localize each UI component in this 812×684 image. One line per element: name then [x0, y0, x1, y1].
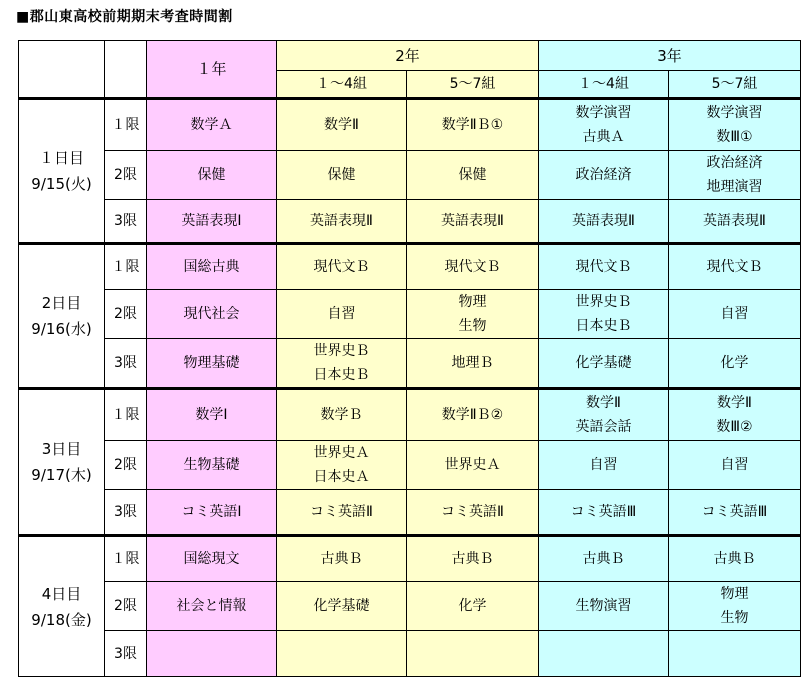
- grade-3-class-5-7-subject-cell: [669, 389, 801, 441]
- subject-name: 世界史Ａ: [313, 445, 370, 461]
- grade-3-class-1-4-subject-cell: [539, 151, 669, 200]
- grade-2-class-5-7-header: 5～7組: [407, 71, 539, 99]
- grade-3-class-1-4-subject-cell: [539, 536, 669, 582]
- grade-2-class-5-7-subject-cell: [407, 536, 539, 582]
- subject-name: 数Ⅲ②: [716, 419, 753, 435]
- grade-2-class-1-4-subject-cell: [277, 244, 407, 290]
- period-label: １限: [105, 536, 147, 582]
- grade-3-header: 3年: [539, 41, 801, 71]
- grade-3-class-5-7-subject-cell: [669, 290, 801, 339]
- period-row: [19, 200, 801, 244]
- grade-2-class-5-7-subject-cell: [407, 441, 539, 490]
- subject-name: 現代文Ｂ: [706, 259, 763, 275]
- subject-name: 古典Ｂ: [451, 551, 494, 567]
- subject-name: 数学Ⅱ: [586, 395, 621, 411]
- period-label: 3限: [105, 490, 147, 536]
- subject-name: 物理: [458, 294, 487, 310]
- day-date: 9/16(水): [31, 320, 92, 338]
- grade-2-class-5-7-subject-cell: [407, 290, 539, 339]
- day-date: 9/17(木): [31, 466, 92, 484]
- period-label: １限: [105, 244, 147, 290]
- subject-name: 自習: [589, 457, 618, 473]
- grade-2-class-1-4-subject-cell: [277, 99, 407, 151]
- grade-1-subject-cell: [147, 490, 277, 536]
- grade-2-class-1-4-subject-cell: [277, 536, 407, 582]
- grade-2-class-1-4-subject-cell: [277, 441, 407, 490]
- grade-3-class-5-7-subject-cell: [669, 490, 801, 536]
- period-row: [19, 490, 801, 536]
- subject-name: 自習: [720, 306, 749, 322]
- subject-name: 保健: [327, 167, 356, 183]
- day-cell: [19, 389, 105, 536]
- subject-name: コミ英語Ⅰ: [181, 504, 242, 520]
- subject-name: 数学Ⅱ: [324, 117, 359, 133]
- subject-name: 化学: [458, 598, 487, 614]
- grade-2-class-1-4-header: １～4組: [277, 71, 407, 99]
- period-label: 2限: [105, 582, 147, 631]
- page-title: ■郡山東高校前期期末考査時間割: [16, 9, 233, 25]
- subject-name: コミ英語Ⅲ: [701, 504, 768, 520]
- grade-2-class-5-7-subject-cell: [407, 151, 539, 200]
- subject-name: 英語会話: [575, 419, 632, 435]
- subject-name: コミ英語Ⅱ: [310, 504, 373, 520]
- grade-2-class-5-7-subject-cell: [407, 244, 539, 290]
- subject-name: 生物: [720, 610, 749, 626]
- grade-2-class-1-4-subject-cell: [277, 339, 407, 389]
- period-label: 2限: [105, 441, 147, 490]
- grade-3-class-1-4-subject-cell: [539, 389, 669, 441]
- period-label: 3限: [105, 631, 147, 677]
- subject-name: 英語表現Ⅱ: [703, 213, 766, 229]
- grade-1-subject-cell: [147, 339, 277, 389]
- grade-1-subject-cell: [147, 536, 277, 582]
- grade-3-class-5-7-subject-cell: [669, 151, 801, 200]
- subject-name: 数学ⅡＢ②: [441, 407, 504, 423]
- subject-name: 数学Ａ: [190, 117, 233, 133]
- grade-2-class-1-4-subject-cell: [277, 490, 407, 536]
- subject-name: 現代文Ｂ: [444, 259, 501, 275]
- subject-name: 生物演習: [575, 598, 632, 614]
- day-cell: [19, 244, 105, 389]
- day-label: 4日目: [41, 584, 82, 603]
- grade-1-subject-cell: [147, 441, 277, 490]
- subject-name: 自習: [327, 306, 356, 322]
- grade-3-class-1-4-subject-cell: [539, 490, 669, 536]
- grade-3-class-1-4-subject-cell: [539, 200, 669, 244]
- period-row: [19, 631, 801, 677]
- subject-name: 古典Ｂ: [320, 551, 363, 567]
- period-row: [19, 389, 801, 441]
- grade-1-subject-cell: [147, 582, 277, 631]
- period-row: [19, 99, 801, 151]
- grade-3-class-1-4-subject-cell: [539, 582, 669, 631]
- grade-2-class-1-4-subject-cell: [277, 582, 407, 631]
- subject-name: 生物基礎: [183, 457, 240, 473]
- day-cell: [19, 99, 105, 244]
- grade-1-subject-cell: [147, 151, 277, 200]
- subject-name: 数学演習: [706, 105, 763, 121]
- grade-3-class-5-7-subject-cell: [669, 99, 801, 151]
- grade-2-class-1-4-subject-cell: [277, 631, 407, 677]
- subject-name: 化学基礎: [313, 598, 370, 614]
- subject-name: 化学基礎: [575, 355, 632, 371]
- subject-name: 日本史Ａ: [313, 469, 370, 485]
- grade-2-class-5-7-subject-cell: [407, 582, 539, 631]
- subject-name: 数学演習: [575, 105, 632, 121]
- grade-1-subject-cell: [147, 200, 277, 244]
- grade-2-class-5-7-subject-cell: [407, 200, 539, 244]
- period-row: [19, 441, 801, 490]
- subject-name: 英語表現Ⅱ: [310, 213, 373, 229]
- grade-3-class-1-4-header: １～4組: [539, 71, 669, 99]
- subject-name: 地理演習: [706, 179, 763, 195]
- subject-name: 物理基礎: [183, 355, 240, 371]
- grade-2-class-1-4-subject-cell: [277, 151, 407, 200]
- period-row: [19, 244, 801, 290]
- corner-cell-period: [105, 41, 147, 99]
- grade-3-class-5-7-header: 5～7組: [669, 71, 801, 99]
- period-row: [19, 582, 801, 631]
- subject-name: 政治経済: [575, 167, 632, 183]
- grade-3-class-1-4-subject-cell: [539, 631, 669, 677]
- grade-3-class-1-4-subject-cell: [539, 441, 669, 490]
- subject-name: 国総現文: [183, 551, 240, 567]
- subject-name: 世界史Ｂ: [575, 294, 632, 310]
- subject-name: 化学: [720, 355, 749, 371]
- subject-name: 地理Ｂ: [451, 355, 494, 371]
- grade-2-class-5-7-subject-cell: [407, 99, 539, 151]
- grade-1-subject-cell: [147, 631, 277, 677]
- grade-1-subject-cell: [147, 389, 277, 441]
- day-date: 9/15(火): [31, 175, 92, 193]
- grade-3-class-5-7-subject-cell: [669, 536, 801, 582]
- grade-2-class-5-7-subject-cell: [407, 490, 539, 536]
- subject-name: 保健: [458, 167, 487, 183]
- day-label: １日目: [38, 149, 84, 167]
- day-date: 9/18(金): [31, 610, 92, 629]
- subject-name: 古典Ｂ: [582, 551, 625, 567]
- grade-1-header: １年: [147, 41, 277, 99]
- subject-name: 生物: [458, 318, 487, 334]
- subject-name: 数学Ｂ: [320, 407, 363, 423]
- grade-2-header: 2年: [277, 41, 539, 71]
- subject-name: 数学Ⅰ: [195, 407, 228, 423]
- period-label: 3限: [105, 200, 147, 244]
- day-label: 2日目: [41, 294, 82, 312]
- subject-name: 古典Ａ: [582, 129, 625, 145]
- subject-name: 現代文Ｂ: [575, 259, 632, 275]
- subject-name: 社会と情報: [176, 598, 247, 614]
- period-label: 2限: [105, 290, 147, 339]
- corner-cell-day: [19, 41, 105, 99]
- subject-name: 数学ⅡＢ①: [441, 117, 504, 133]
- grade-1-subject-cell: [147, 99, 277, 151]
- grade-3-class-5-7-subject-cell: [669, 339, 801, 389]
- subject-name: 英語表現Ⅰ: [181, 213, 242, 229]
- period-label: １限: [105, 389, 147, 441]
- grade-3-class-1-4-subject-cell: [539, 99, 669, 151]
- subject-name: 保健: [197, 167, 226, 183]
- grade-2-class-1-4-subject-cell: [277, 389, 407, 441]
- grade-2-class-1-4-subject-cell: [277, 200, 407, 244]
- subject-name: 国総古典: [183, 259, 240, 275]
- day-cell: [19, 536, 105, 677]
- grade-1-subject-cell: [147, 290, 277, 339]
- subject-name: 日本史Ｂ: [575, 318, 632, 334]
- grade-2-class-5-7-subject-cell: [407, 631, 539, 677]
- grade-2-class-1-4-subject-cell: [277, 290, 407, 339]
- subject-name: 古典Ｂ: [713, 551, 756, 567]
- day-label: 3日目: [41, 440, 82, 458]
- subject-name: 世界史Ｂ: [313, 343, 370, 359]
- subject-name: 英語表現Ⅱ: [572, 213, 635, 229]
- subject-name: 日本史Ｂ: [313, 367, 370, 383]
- subject-name: 自習: [720, 457, 749, 473]
- subject-name: 政治経済: [706, 155, 763, 171]
- grade-3-class-1-4-subject-cell: [539, 290, 669, 339]
- subject-name: 数学Ⅱ: [717, 395, 752, 411]
- period-row: [19, 151, 801, 200]
- period-label: 2限: [105, 151, 147, 200]
- subject-name: 現代社会: [183, 306, 240, 322]
- grade-3-class-5-7-subject-cell: [669, 441, 801, 490]
- subject-name: コミ英語Ⅲ: [570, 504, 637, 520]
- grade-3-class-5-7-subject-cell: [669, 582, 801, 631]
- period-row: [19, 536, 801, 582]
- period-label: 3限: [105, 339, 147, 389]
- grade-2-class-5-7-subject-cell: [407, 389, 539, 441]
- grade-3-class-5-7-subject-cell: [669, 244, 801, 290]
- period-label: １限: [105, 99, 147, 151]
- subject-name: 世界史Ａ: [444, 457, 501, 473]
- grade-1-subject-cell: [147, 244, 277, 290]
- grade-2-class-5-7-subject-cell: [407, 339, 539, 389]
- period-row: [19, 339, 801, 389]
- grade-3-class-1-4-subject-cell: [539, 339, 669, 389]
- grade-3-class-1-4-subject-cell: [539, 244, 669, 290]
- grade-3-class-5-7-subject-cell: [669, 200, 801, 244]
- subject-name: 数Ⅲ①: [716, 129, 753, 145]
- subject-name: 物理: [720, 586, 749, 602]
- subject-name: 現代文Ｂ: [313, 259, 370, 275]
- subject-name: 英語表現Ⅱ: [441, 213, 504, 229]
- exam-timetable: [18, 40, 801, 677]
- subject-name: コミ英語Ⅱ: [441, 504, 504, 520]
- period-row: [19, 290, 801, 339]
- grade-3-class-5-7-subject-cell: [669, 631, 801, 677]
